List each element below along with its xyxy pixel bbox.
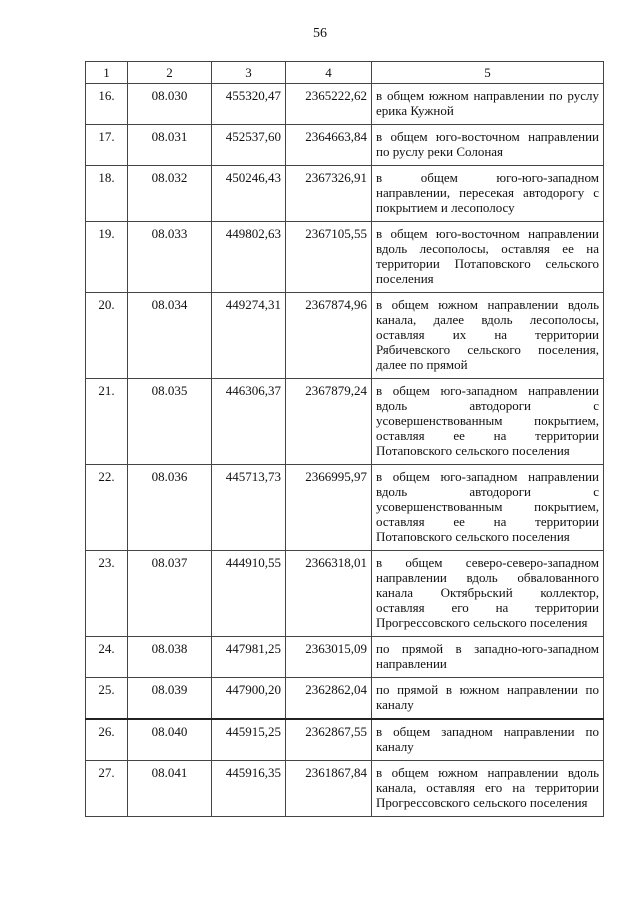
point-code: 08.030 xyxy=(128,84,212,125)
coordinate-x: 449802,63 xyxy=(212,222,286,293)
row-number: 17. xyxy=(86,125,128,166)
point-code: 08.034 xyxy=(128,293,212,379)
boundary-description: в общем юго-восточном направлении по руслу реки Солоная xyxy=(372,125,604,166)
table-row xyxy=(86,84,604,125)
point-code: 08.039 xyxy=(128,678,212,720)
column-header-1: 1 xyxy=(86,62,128,84)
coordinate-x: 447900,20 xyxy=(212,678,286,720)
boundary-description: в общем северо-северо-западном направлении вдоль обвалованного канала Октябрьский коллектор, оставляя его на территории Прогрессовского сельского поселения xyxy=(372,551,604,637)
boundary-points-table xyxy=(85,61,604,817)
coordinate-x: 447981,25 xyxy=(212,637,286,678)
coordinate-y: 2364663,84 xyxy=(286,125,372,166)
coordinate-x: 445713,73 xyxy=(212,465,286,551)
row-number: 21. xyxy=(86,379,128,465)
boundary-description: в общем западном направлении по каналу xyxy=(372,719,604,761)
boundary-description: в общем юго-юго-западном направлении, пересекая автодорогу с покрытием и лесополосу xyxy=(372,166,604,222)
boundary-description: в общем южном направлении вдоль канала, далее вдоль лесополосы, оставляя их на территории Рябичевского сельского поселения, далее по прямой xyxy=(372,293,604,379)
boundary-description: по прямой в западно-юго-западном направлении xyxy=(372,637,604,678)
boundary-description: в общем южном направлении вдоль канала, оставляя его на территории Прогрессовского сельского поселения xyxy=(372,761,604,817)
coordinate-y: 2361867,84 xyxy=(286,761,372,817)
row-number: 26. xyxy=(86,719,128,761)
boundary-description: в общем южном направлении по руслу ерика Кужной xyxy=(372,84,604,125)
column-header-5: 5 xyxy=(372,62,604,84)
row-number: 20. xyxy=(86,293,128,379)
table-header-row xyxy=(86,62,604,84)
coordinate-x: 445915,25 xyxy=(212,719,286,761)
coordinate-x: 449274,31 xyxy=(212,293,286,379)
column-header-2: 2 xyxy=(128,62,212,84)
coordinate-y: 2366318,01 xyxy=(286,551,372,637)
column-header-4: 4 xyxy=(286,62,372,84)
coordinate-x: 452537,60 xyxy=(212,125,286,166)
table-row xyxy=(86,166,604,222)
point-code: 08.041 xyxy=(128,761,212,817)
boundary-description: по прямой в южном направлении по каналу xyxy=(372,678,604,720)
coordinate-y: 2367874,96 xyxy=(286,293,372,379)
boundary-description: в общем юго-восточном направлении вдоль лесополосы, оставляя ее на территории Потаповского сельского поселения xyxy=(372,222,604,293)
coordinate-y: 2366995,97 xyxy=(286,465,372,551)
coordinate-y: 2363015,09 xyxy=(286,637,372,678)
row-number: 23. xyxy=(86,551,128,637)
coordinate-x: 445916,35 xyxy=(212,761,286,817)
coordinate-x: 455320,47 xyxy=(212,84,286,125)
row-number: 27. xyxy=(86,761,128,817)
coordinate-y: 2367105,55 xyxy=(286,222,372,293)
table-body xyxy=(86,84,604,817)
table-row xyxy=(86,222,604,293)
coordinate-y: 2367879,24 xyxy=(286,379,372,465)
coordinate-x: 450246,43 xyxy=(212,166,286,222)
row-number: 16. xyxy=(86,84,128,125)
row-number: 19. xyxy=(86,222,128,293)
coordinate-x: 446306,37 xyxy=(212,379,286,465)
table-row xyxy=(86,719,604,761)
point-code: 08.038 xyxy=(128,637,212,678)
coordinate-y: 2362862,04 xyxy=(286,678,372,720)
point-code: 08.040 xyxy=(128,719,212,761)
row-number: 25. xyxy=(86,678,128,720)
boundary-description: в общем юго-западном направлении вдоль автодороги с усовершенствованным покрытием, оставляя ее на территории Потаповского сельского поселения xyxy=(372,379,604,465)
row-number: 18. xyxy=(86,166,128,222)
row-number: 24. xyxy=(86,637,128,678)
column-header-3: 3 xyxy=(212,62,286,84)
point-code: 08.033 xyxy=(128,222,212,293)
table-row xyxy=(86,465,604,551)
coordinate-y: 2365222,62 xyxy=(286,84,372,125)
table-row xyxy=(86,761,604,817)
row-number: 22. xyxy=(86,465,128,551)
point-code: 08.031 xyxy=(128,125,212,166)
point-code: 08.037 xyxy=(128,551,212,637)
boundary-description: в общем юго-западном направлении вдоль автодороги с усовершенствованным покрытием, оставляя ее на территории Потаповского сельского поселения xyxy=(372,465,604,551)
table-row xyxy=(86,293,604,379)
table-row xyxy=(86,637,604,678)
coordinate-x: 444910,55 xyxy=(212,551,286,637)
table-row xyxy=(86,379,604,465)
table-row xyxy=(86,125,604,166)
point-code: 08.032 xyxy=(128,166,212,222)
point-code: 08.035 xyxy=(128,379,212,465)
coordinate-y: 2367326,91 xyxy=(286,166,372,222)
page-number: 56 xyxy=(313,26,327,41)
table-row xyxy=(86,551,604,637)
table-row xyxy=(86,678,604,720)
coordinate-y: 2362867,55 xyxy=(286,719,372,761)
point-code: 08.036 xyxy=(128,465,212,551)
